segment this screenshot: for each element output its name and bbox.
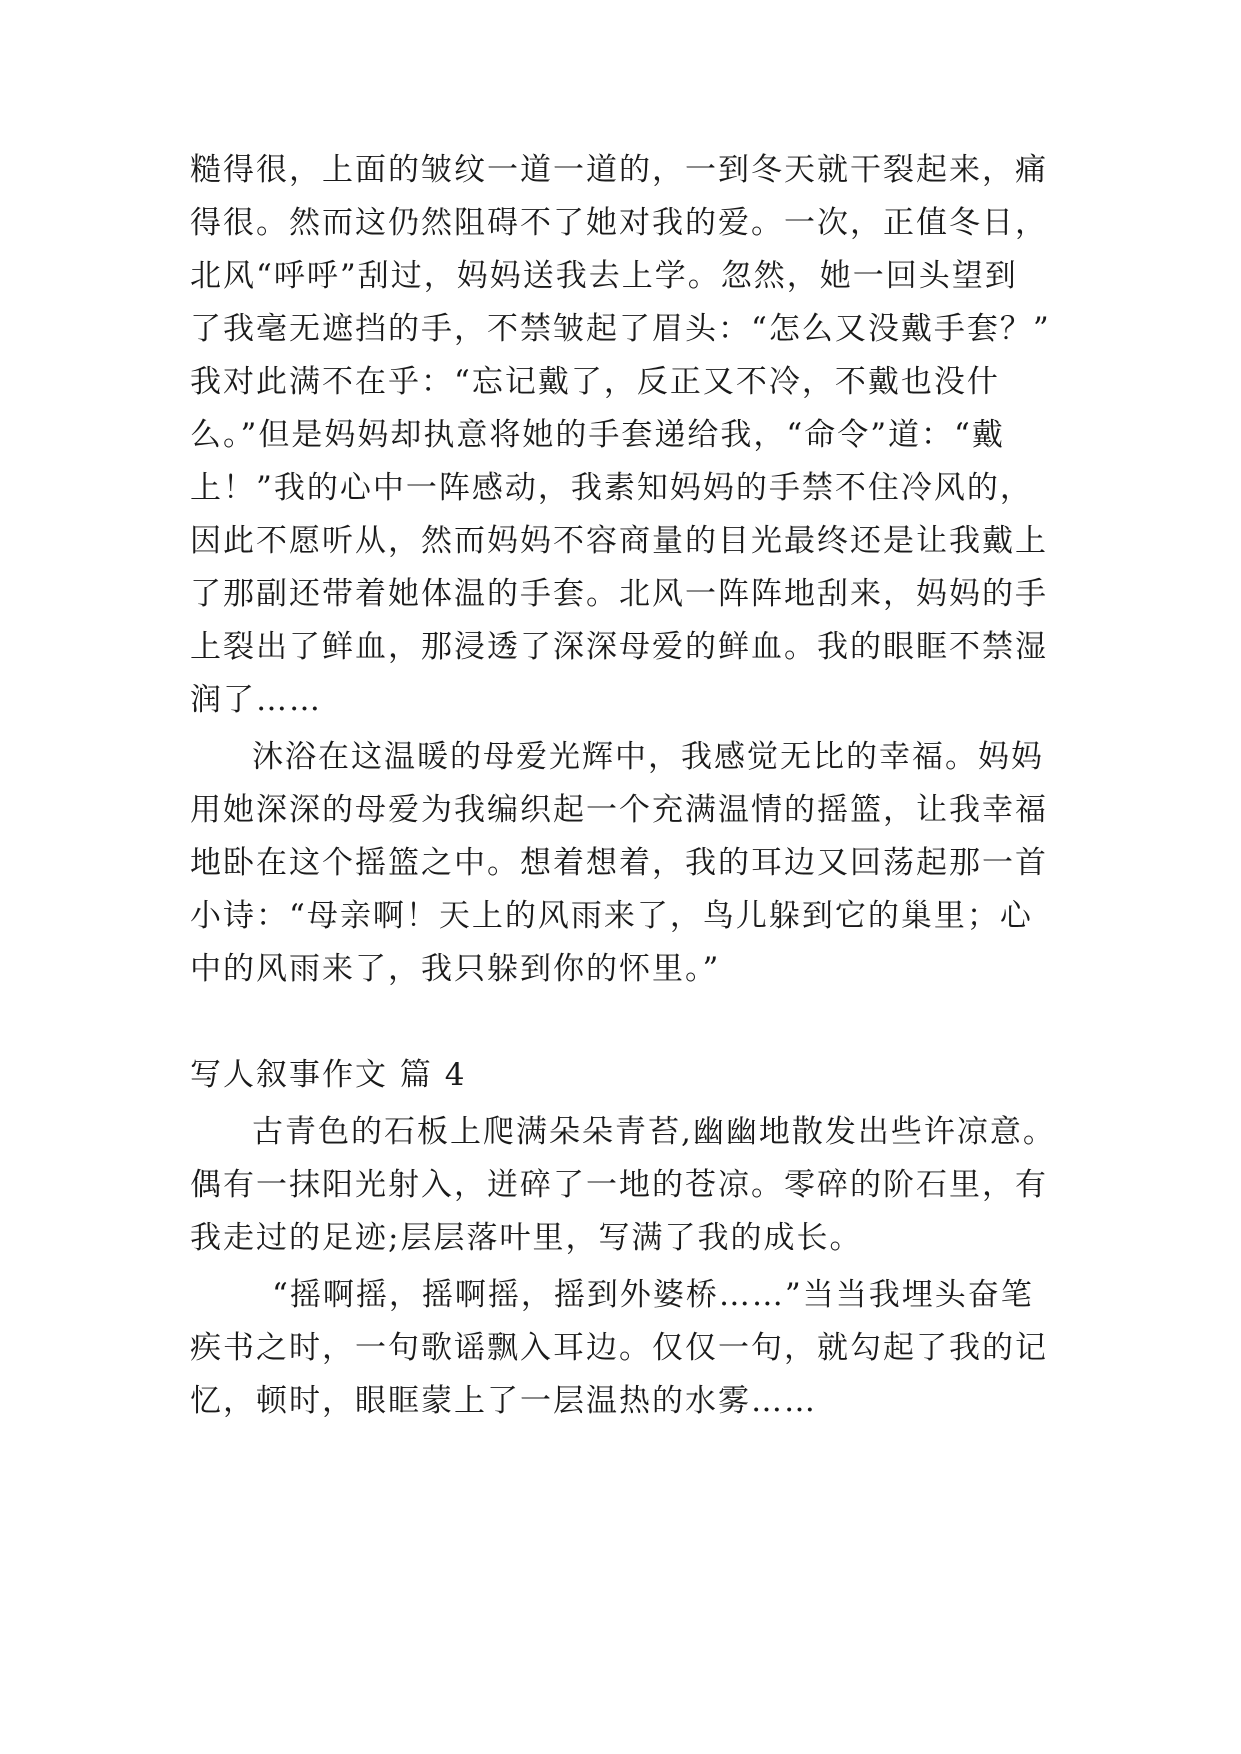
text-line: 用她深深的母爱为我编织起一个充满温情的摇篮，让我幸福	[190, 792, 1048, 828]
paragraph-first-line: 古青色的石板上爬满朵朵青苔,幽幽地散发出些许凉意。	[252, 1114, 1056, 1150]
text-line: 偶有一抹阳光射入，迸碎了一地的苍凉。零碎的阶石里，有	[190, 1167, 1048, 1203]
paragraph-first-line: 沐浴在这温暖的母爱光辉中，我感觉无比的幸福。妈妈	[252, 739, 1044, 775]
text-line: 糙得很，上面的皱纹一道一道的，一到冬天就干裂起来，痛	[190, 152, 1048, 188]
text-line: 北风“呼呼”刮过，妈妈送我去上学。忽然，她一回头望到	[190, 258, 1018, 294]
text-line: 忆，顿时，眼眶蒙上了一层温热的水雾……	[190, 1383, 817, 1419]
text-line: 了我毫无遮挡的手，不禁皱起了眉头：“怎么又没戴手套？”	[190, 311, 1051, 347]
text-line: 了那副还带着她体温的手套。北风一阵阵地刮来，妈妈的手	[190, 576, 1048, 612]
text-line: 地卧在这个摇篮之中。想着想着，我的耳边又回荡起那一首	[190, 845, 1048, 881]
paragraph-first-line: “摇啊摇，摇啊摇，摇到外婆桥……”当当我埋头奋笔	[272, 1277, 1034, 1313]
text-line: 上！”我的心中一阵感动，我素知妈妈的手禁不住冷风的，	[190, 470, 1033, 506]
section-heading: 写人叙事作文 篇 4	[190, 1057, 467, 1093]
text-line: 因此不愿听从，然而妈妈不容商量的目光最终还是让我戴上	[190, 523, 1048, 559]
text-line: 么。”但是妈妈却执意将她的手套递给我，“命令”道：“戴	[190, 417, 1005, 453]
text-line: 上裂出了鲜血，那浸透了深深母爱的鲜血。我的眼眶不禁湿	[190, 629, 1048, 665]
text-line: 得很。然而这仍然阻碍不了她对我的爱。一次，正值冬日，	[190, 205, 1048, 241]
text-line: 我对此满不在乎：“忘记戴了，反正又不冷，不戴也没什	[190, 364, 1000, 400]
text-line: 小诗：“母亲啊！天上的风雨来了，鸟儿躲到它的巢里；心	[190, 898, 1033, 934]
text-line: 润了……	[190, 682, 322, 718]
text-line: 中的风雨来了，我只躲到你的怀里。”	[190, 951, 721, 987]
text-line: 我走过的足迹;层层落叶里，写满了我的成长。	[190, 1220, 863, 1256]
text-line: 疾书之时，一句歌谣飘入耳边。仅仅一句，就勾起了我的记	[190, 1330, 1048, 1366]
